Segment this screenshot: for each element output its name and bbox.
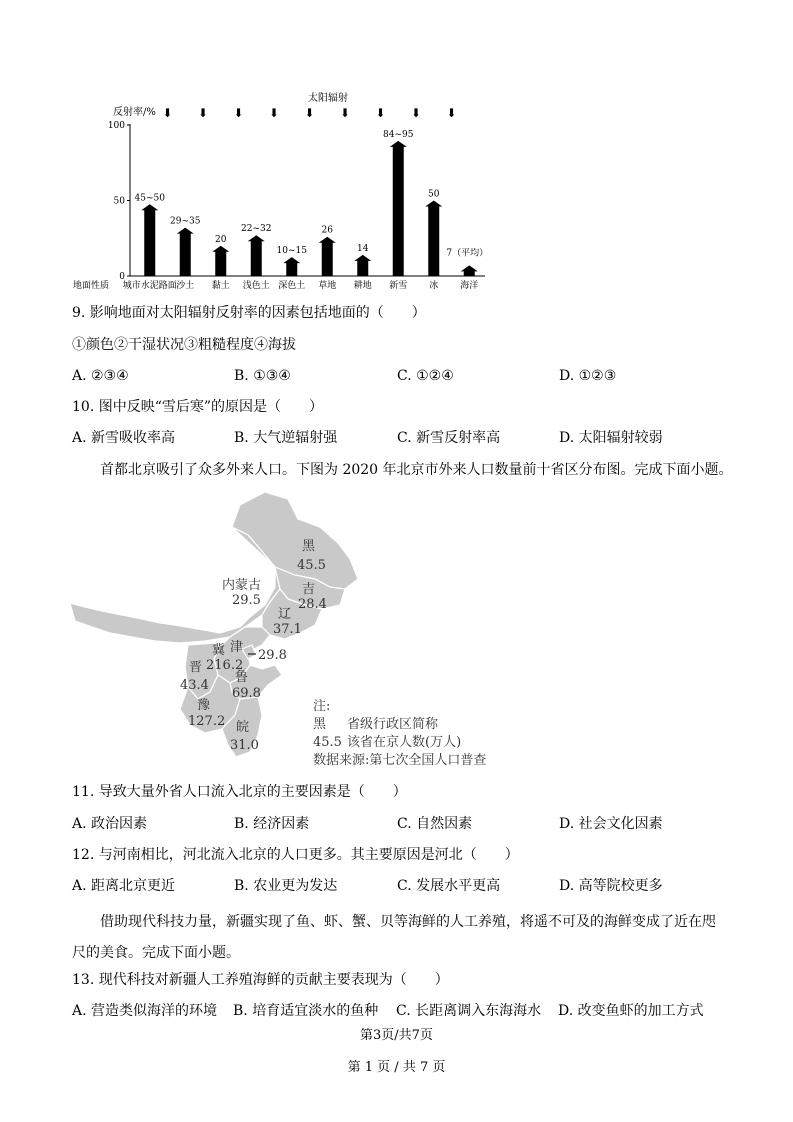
x-tick-label-8: 冰 <box>429 281 439 291</box>
y-tick-label-1: 50 <box>113 196 125 207</box>
bar-7 <box>390 141 407 276</box>
q12-option-d[interactable]: D. 高等院校更多 <box>559 878 663 894</box>
intro-beijing: 首都北京吸引了众多外来人口。下图为 2020 年北京市外来人口数量前十省区分布图。完成下面小题。 <box>100 462 733 478</box>
q13-option-b[interactable]: B. 培育适宜淡水的鱼种 <box>233 1003 379 1019</box>
population-map <box>70 487 520 772</box>
x-tick-label-2: 黏土 <box>211 281 230 291</box>
label-henan-name: 豫 <box>197 698 211 713</box>
label-neimenggu-value: 29.5 <box>232 593 261 608</box>
q9-option-a[interactable]: A. ②③④ <box>72 368 129 384</box>
x-tick-label-4: 深色土 <box>278 281 306 291</box>
bar-value-label-5: 26 <box>321 225 333 236</box>
label-henan-value: 127.2 <box>188 714 226 729</box>
bar-value-label-3: 22~32 <box>241 224 272 235</box>
label-tianjin-name: 津 <box>230 640 244 655</box>
label-hebei-value: 216.2 <box>206 658 244 673</box>
q9-items: ①颜色②干湿状况③粗糙程度④海拔 <box>72 337 296 353</box>
legend-row2-key: 45.5 <box>313 735 342 750</box>
q9-option-b[interactable]: B. ①③④ <box>234 368 291 384</box>
label-heilongjiang-value: 45.5 <box>297 558 326 573</box>
q9-option-d[interactable]: D. ①②③ <box>559 368 617 384</box>
x-tick-label-7: 新雪 <box>389 281 408 291</box>
bar-5 <box>319 237 336 276</box>
label-anhui-name: 皖 <box>236 720 250 735</box>
x-tick-label-3: 浅色土 <box>242 281 270 291</box>
label-shandong-value: 69.8 <box>232 686 261 701</box>
y-tick-label-2: 100 <box>107 121 125 131</box>
q13-stem: 13. 现代科技对新疆人工养殖海鲜的贡献主要表现为（ ） <box>72 972 449 988</box>
q12-stem: 12. 与河南相比，河北流入北京的人口更多。其主要原因是河北（ ） <box>72 847 519 863</box>
label-heilongjiang-name: 黑 <box>302 539 316 554</box>
page-number-inner: 第3页/共7页 <box>360 1028 433 1043</box>
q13-option-c[interactable]: C. 长距离调入东海海水 <box>396 1003 542 1019</box>
q11-stem: 11. 导致大量外省人口流入北京的主要因素是（ ） <box>72 784 407 800</box>
x-tick-label-9: 海洋 <box>460 281 479 291</box>
radiation-arrow-icon: ⬇ <box>339 106 351 120</box>
q13-option-d[interactable]: D. 改变鱼虾的加工方式 <box>558 1003 704 1019</box>
bar-value-label-9: 7（平均） <box>446 248 489 259</box>
label-jilin-value: 28.4 <box>298 597 327 612</box>
q10-option-b[interactable]: B. 大气逆辐射强 <box>234 430 338 446</box>
q10-option-c[interactable]: C. 新雪反射率高 <box>397 430 501 446</box>
label-hebei-name: 冀 <box>212 643 226 658</box>
x-tick-label-6: 耕地 <box>353 281 372 291</box>
label-shanxi-value: 43.4 <box>180 678 209 693</box>
reflectance-chart <box>60 88 500 293</box>
bar-9 <box>461 265 478 276</box>
x-tick-label-0: 城市水泥路面 <box>122 281 177 291</box>
bar-1 <box>177 228 194 276</box>
label-shandong-name: 鲁 <box>235 670 249 685</box>
bar-value-label-2: 20 <box>215 234 227 245</box>
label-jilin-name: 吉 <box>302 582 316 597</box>
label-liaoning-value: 37.1 <box>273 622 302 637</box>
bar-value-label-7: 84~95 <box>383 129 414 140</box>
q10-option-a[interactable]: A. 新雪吸收率高 <box>72 430 176 446</box>
q12-option-c[interactable]: C. 发展水平更高 <box>397 878 501 894</box>
bar-value-label-6: 14 <box>357 243 369 254</box>
label-tianjin-value: 29.8 <box>258 648 287 663</box>
radiation-arrow-icon: ⬇ <box>268 106 280 120</box>
label-neimenggu-name: 内蒙古 <box>222 578 262 593</box>
legend-row1-desc: 省级行政区简称 <box>347 717 439 732</box>
bar-6 <box>354 255 371 276</box>
q12-option-a[interactable]: A. 距离北京更近 <box>72 878 176 894</box>
bar-value-label-4: 10~15 <box>276 246 307 257</box>
bar-value-label-0: 45~50 <box>134 193 165 204</box>
y-tick-label-0: 0 <box>119 272 125 282</box>
radiation-arrow-icon: ⬇ <box>446 106 457 120</box>
label-liaoning-name: 辽 <box>278 607 292 622</box>
x-tick-label-1: 沙土 <box>176 281 195 291</box>
legend-source: 数据来源:第七次全国人口普查 <box>313 753 487 768</box>
x-tick-label-5: 草地 <box>318 281 337 291</box>
legend-row2-desc: 该省在京人数(万人) <box>347 735 462 750</box>
bar-value-label-1: 29~35 <box>170 216 201 227</box>
q10-stem: 10. 图中反映“雪后寒”的原因是（ ） <box>72 399 324 415</box>
q11-option-d[interactable]: D. 社会文化因素 <box>559 816 663 832</box>
chart-title: 太阳辐射 <box>308 93 348 104</box>
bar-2 <box>212 246 229 276</box>
page-number-outer: 第 1 页 / 共 7 页 <box>347 1060 446 1075</box>
radiation-arrow-icon: ⬇ <box>375 106 386 120</box>
q11-option-b[interactable]: B. 经济因素 <box>234 816 310 832</box>
intro-xinjiang: 借助现代科技力量，新疆实现了鱼、虾、蟹、贝等海鲜的人工养殖，将遥不可及的海鲜变成了近在咫尺的美食。完成下面小题。 <box>72 914 716 961</box>
q9-stem: 9. 影响地面对太阳辐射反射率的因素包括地面的（ ） <box>72 305 426 321</box>
radiation-arrow-icon: ⬇ <box>197 106 209 120</box>
bar-0 <box>141 204 158 276</box>
bar-4 <box>283 257 300 276</box>
legend-row1-key: 黑 <box>313 717 327 732</box>
radiation-arrow-icon: ⬇ <box>304 106 315 120</box>
label-anhui-value: 31.0 <box>230 738 259 753</box>
x-axis-prefix: 地面性质 <box>73 281 110 291</box>
label-shanxi-name: 晋 <box>189 660 203 675</box>
legend-title: 注: <box>313 699 331 714</box>
radiation-arrow-icon: ⬇ <box>233 106 244 120</box>
bar-value-label-8: 50 <box>428 189 440 200</box>
q11-option-c[interactable]: C. 自然因素 <box>397 816 473 832</box>
q12-option-b[interactable]: B. 农业更为发达 <box>234 878 338 894</box>
q11-option-a[interactable]: A. 政治因素 <box>72 816 148 832</box>
q9-option-c[interactable]: C. ①②④ <box>397 368 454 384</box>
q10-option-d[interactable]: D. 太阳辐射较弱 <box>559 430 663 446</box>
bar-3 <box>248 235 265 276</box>
y-axis-label: 反射率/% <box>113 107 156 118</box>
radiation-arrow-icon: ⬇ <box>410 106 422 120</box>
bar-8 <box>425 201 442 277</box>
radiation-arrow-icon: ⬇ <box>162 106 173 120</box>
q13-option-a[interactable]: A. 营造类似海洋的环境 <box>72 1003 218 1019</box>
